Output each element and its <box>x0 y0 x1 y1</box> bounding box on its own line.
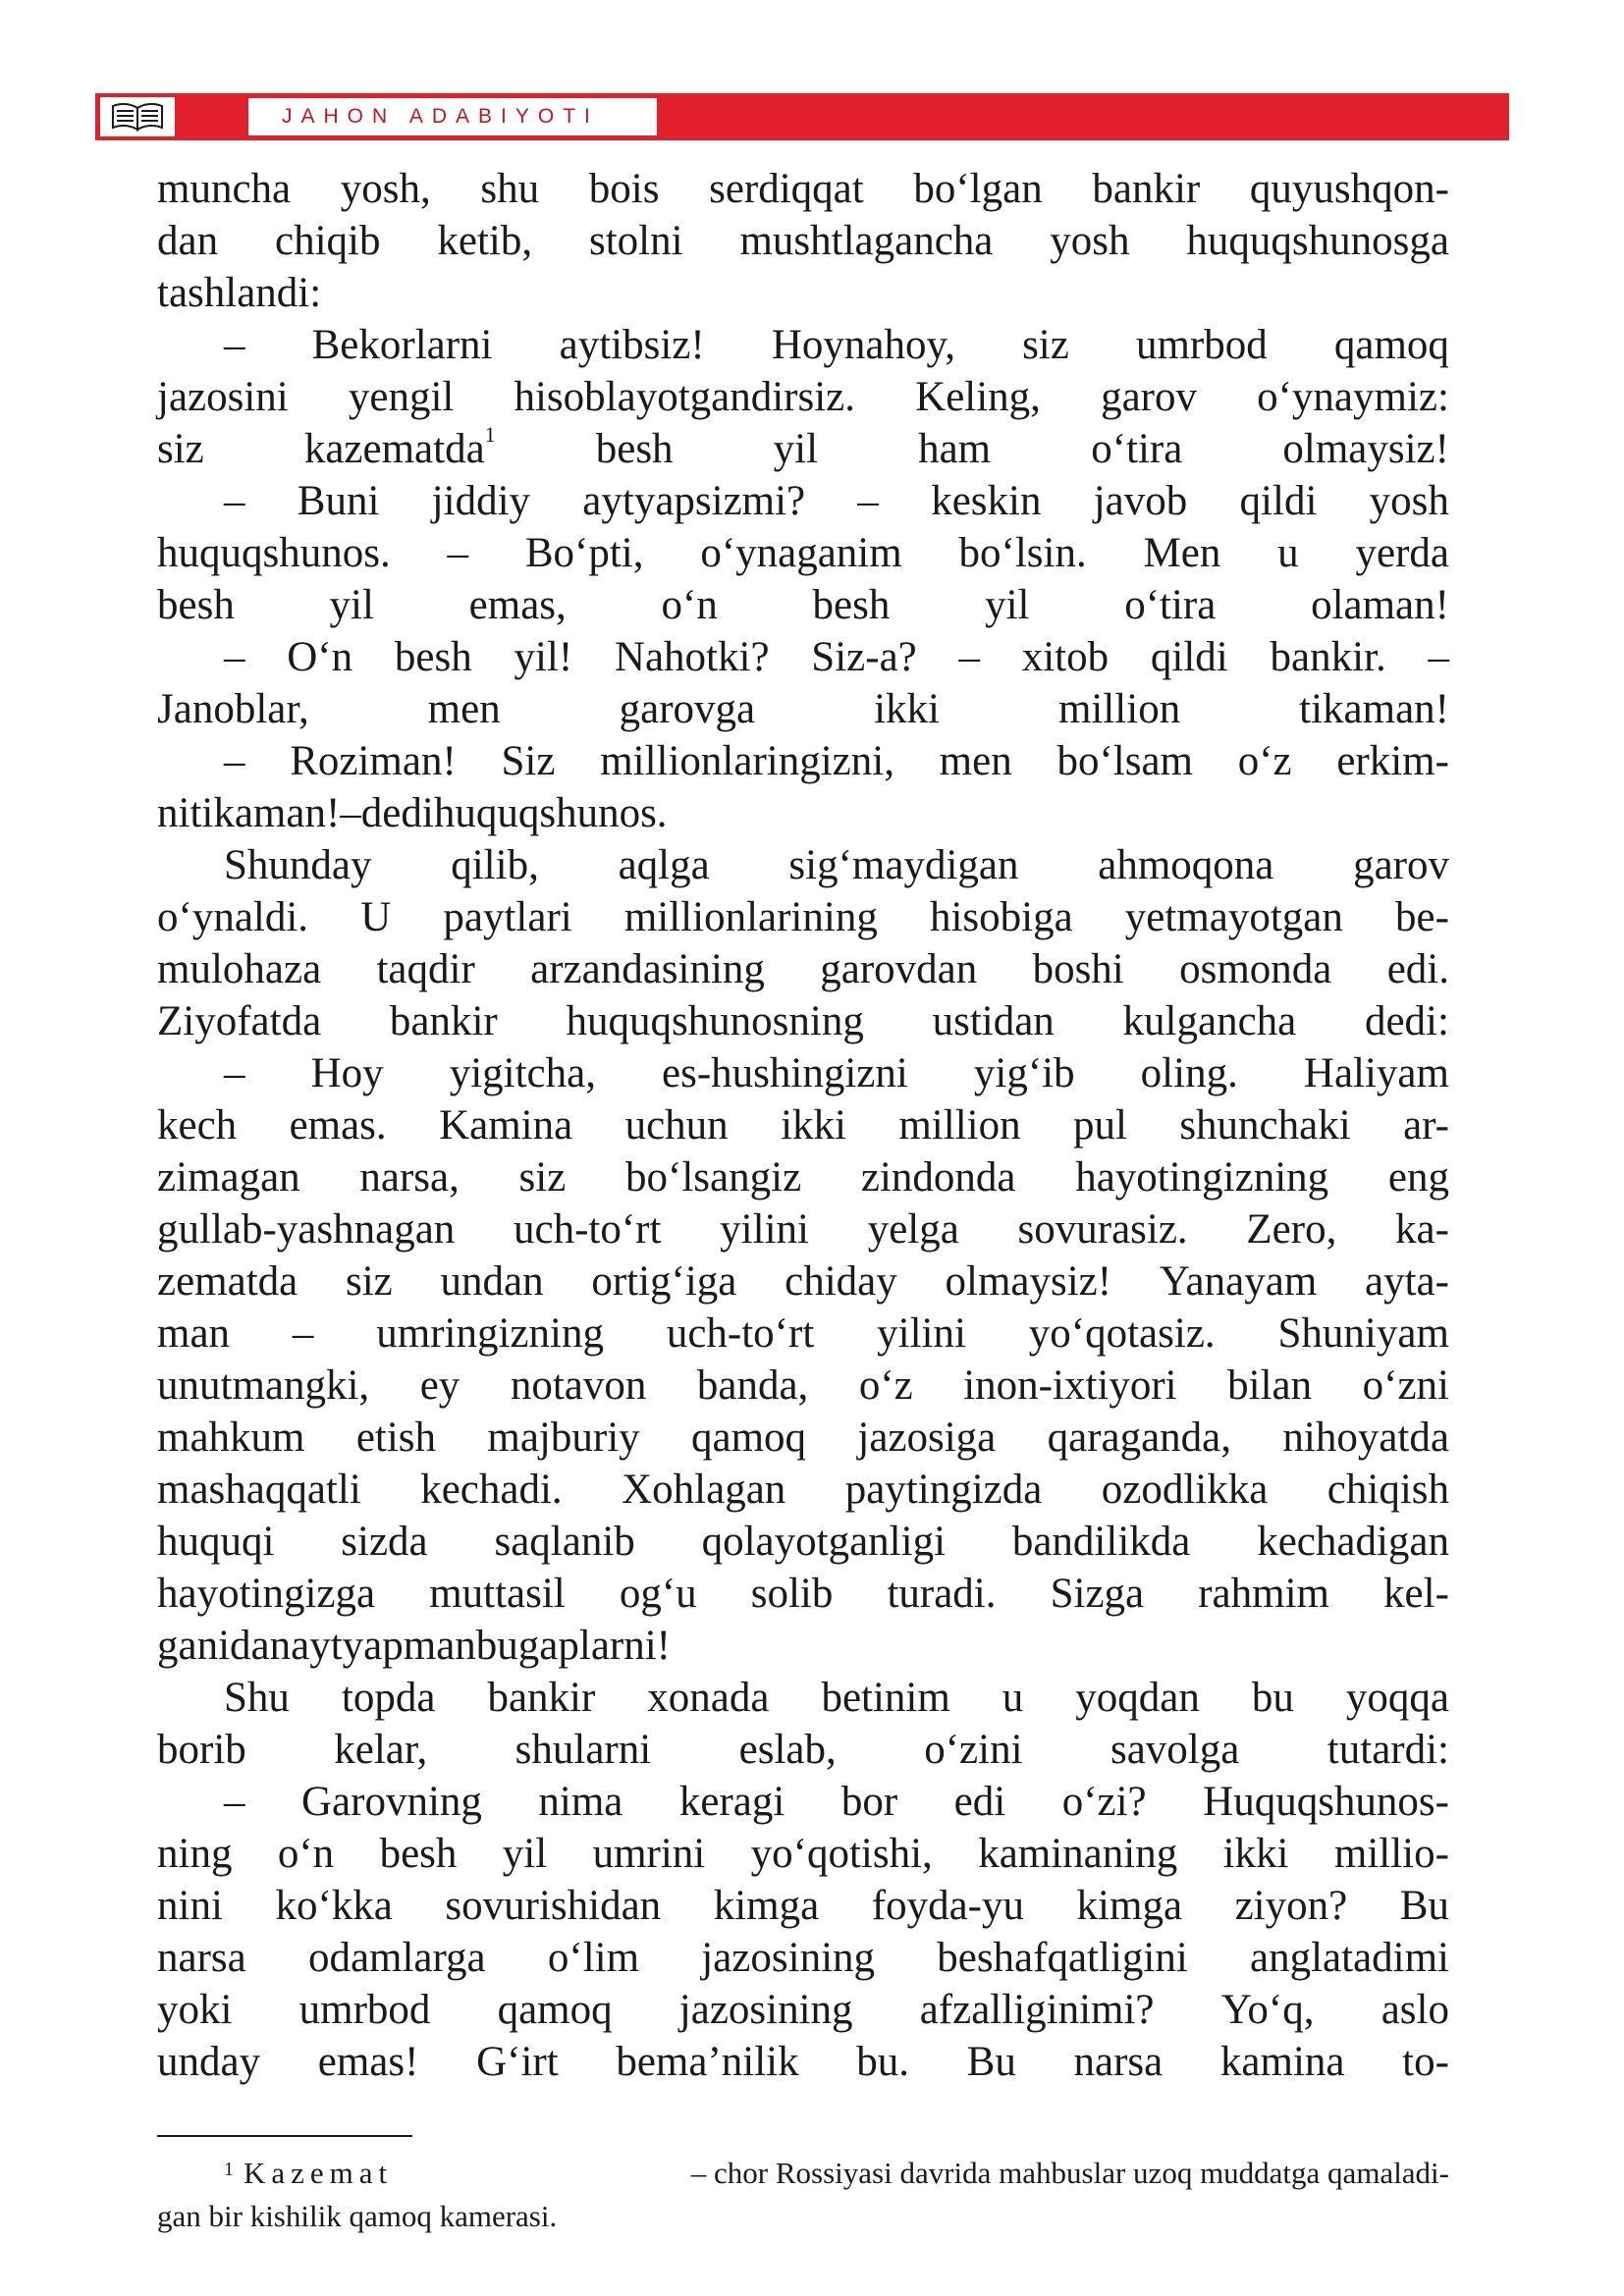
text-line: – O‘n besh yil! Nahotki? Siz-a? – xitob qildi bankir. – <box>224 634 1449 680</box>
text-line: Ziyofatda bankir huquqshunosning ustidan kulgancha dedi: <box>157 998 1449 1044</box>
text-line: – Hoy yigitcha, es-hushingizni yig‘ib oling. Haliyam <box>224 1050 1449 1096</box>
text-line: huquqi sizda saqlanib qolayotganligi bandilikda kechadigan <box>157 1519 1449 1565</box>
text-line: yoki umrbod qamoq jazosining afzalliginimi? Yo‘q, aslo <box>157 1987 1449 2033</box>
footnote-line <box>157 2152 1449 2195</box>
text-line: ni tikaman! – dedi huquqshunos. <box>157 790 668 836</box>
text-line: man – umringizning uch-to‘rt yilini yo‘qotasiz. Shuniyam <box>157 1310 1449 1357</box>
text-line: huquqshunos. – Bo‘pti, o‘ynaganim bo‘lsin. Men u yerda <box>157 530 1449 576</box>
text-line: muncha yosh, shu bois serdiqqat bo‘lgan bankir quyushqon- <box>157 166 1449 212</box>
footnote-marker: 1 <box>484 421 496 447</box>
text-line: zimagan narsa, siz bo‘lsangiz zindonda hayotingizning eng <box>157 1154 1449 1201</box>
footnote-lead <box>224 2152 393 2195</box>
footnote-divider <box>157 2135 412 2137</box>
series-title: JAHON ADABIYOTI <box>282 105 599 128</box>
text-line: ning o‘n besh yil umrini yo‘qotishi, kaminaning ikki millio- <box>157 1831 1449 1877</box>
text-line: – Bekorlarni aytibsiz! Hoynahoy, siz umrbod qamoq <box>224 322 1449 368</box>
text-line: dan chiqib ketib, stolni mushtlagancha yosh huquqshunosga <box>157 218 1449 264</box>
text-line: – Roziman! Siz millionlaringizni, men bo‘lsam o‘z erkim- <box>224 738 1449 784</box>
footnote-term: Kazemat <box>244 2156 394 2190</box>
text-line: besh yil emas, o‘n besh yil o‘tira olaman! <box>157 582 1449 628</box>
text-line: siz kazematda$^1$ besh yil ham o‘tira olmaysiz! <box>157 421 1449 472</box>
text-line: zematda siz undan ortig‘iga chiday olmaysiz! Yanayam ayta- <box>157 1258 1449 1305</box>
text-line: Janoblar, men garovga ikki million tikaman! <box>157 686 1449 732</box>
text-line: mashaqqatli kechadi. Xohlagan paytingizda ozodlikka chiqish <box>157 1467 1449 1513</box>
body-text <box>157 163 1449 2088</box>
text-line: unday emas! G‘irt bema’nilik bu. Bu narsa kamina to- <box>157 2039 1449 2085</box>
text-line: mahkum etish majburiy qamoq jazosiga qaraganda, nihoyatda <box>157 1415 1449 1461</box>
text-line: nini ko‘kka sovurishidan kimga foyda-yu kimga ziyon? Bu <box>157 1883 1449 1929</box>
text-line: ganidan aytyapman bu gaplarni! <box>157 1623 671 1669</box>
footnote-number: 1 <box>224 2159 234 2180</box>
text-line: Shunday qilib, aqlga sig‘maydigan ahmoqona garov <box>224 842 1449 888</box>
text-line: gullab-yashnagan uch-to‘rt yilini yelga sovurasiz. Zero, ka- <box>157 1206 1449 1253</box>
text-line: – Buni jiddiy aytyapsizmi? – keskin javob qildi yosh <box>224 478 1449 524</box>
text-line: Shu topda bankir xonada betinim u yoqdan bu yoqqa <box>224 1675 1449 1721</box>
series-title-box <box>248 98 657 135</box>
text-line: o‘ynaldi. U paytlari millionlarining hisobiga yetmayotgan be- <box>157 894 1449 940</box>
text-line: narsa odamlarga o‘lim jazosining beshafqatligini anglatadimi <box>157 1935 1449 1981</box>
text-line: tashlandi: <box>157 270 322 316</box>
footnote <box>157 2152 1449 2238</box>
text-line: borib kelar, shularni eslab, o‘zini savolga tutardi: <box>157 1727 1449 1773</box>
open-book-icon <box>110 102 165 132</box>
text-line: – Garovning nima keragi bor edi o‘zi? Huquqshunos- <box>224 1779 1449 1825</box>
footnote-line: gan bir kishilik qamoq kamerasi. <box>157 2199 558 2233</box>
text-line: unutmangki, ey notavon banda, o‘z inon-ixtiyori bilan o‘zni <box>157 1362 1449 1409</box>
footnote-definition: – chor Rossiyasi davrida mahbuslar uzoq muddatga qamaladi- <box>690 2156 1449 2190</box>
book-icon-box <box>100 97 175 136</box>
text-line: hayotingizga muttasil og‘u solib turadi. Sizga rahmim kel- <box>157 1571 1449 1617</box>
running-header <box>95 93 1509 140</box>
text-line: kech emas. Kamina uchun ikki million pul shunchaki ar- <box>157 1102 1449 1148</box>
text-line: jazosini yengil hisoblayotgandirsiz. Keling, garov o‘ynaymiz: <box>157 374 1449 420</box>
text-line: mulohaza taqdir arzandasining garovdan boshi osmonda edi. <box>157 946 1449 992</box>
